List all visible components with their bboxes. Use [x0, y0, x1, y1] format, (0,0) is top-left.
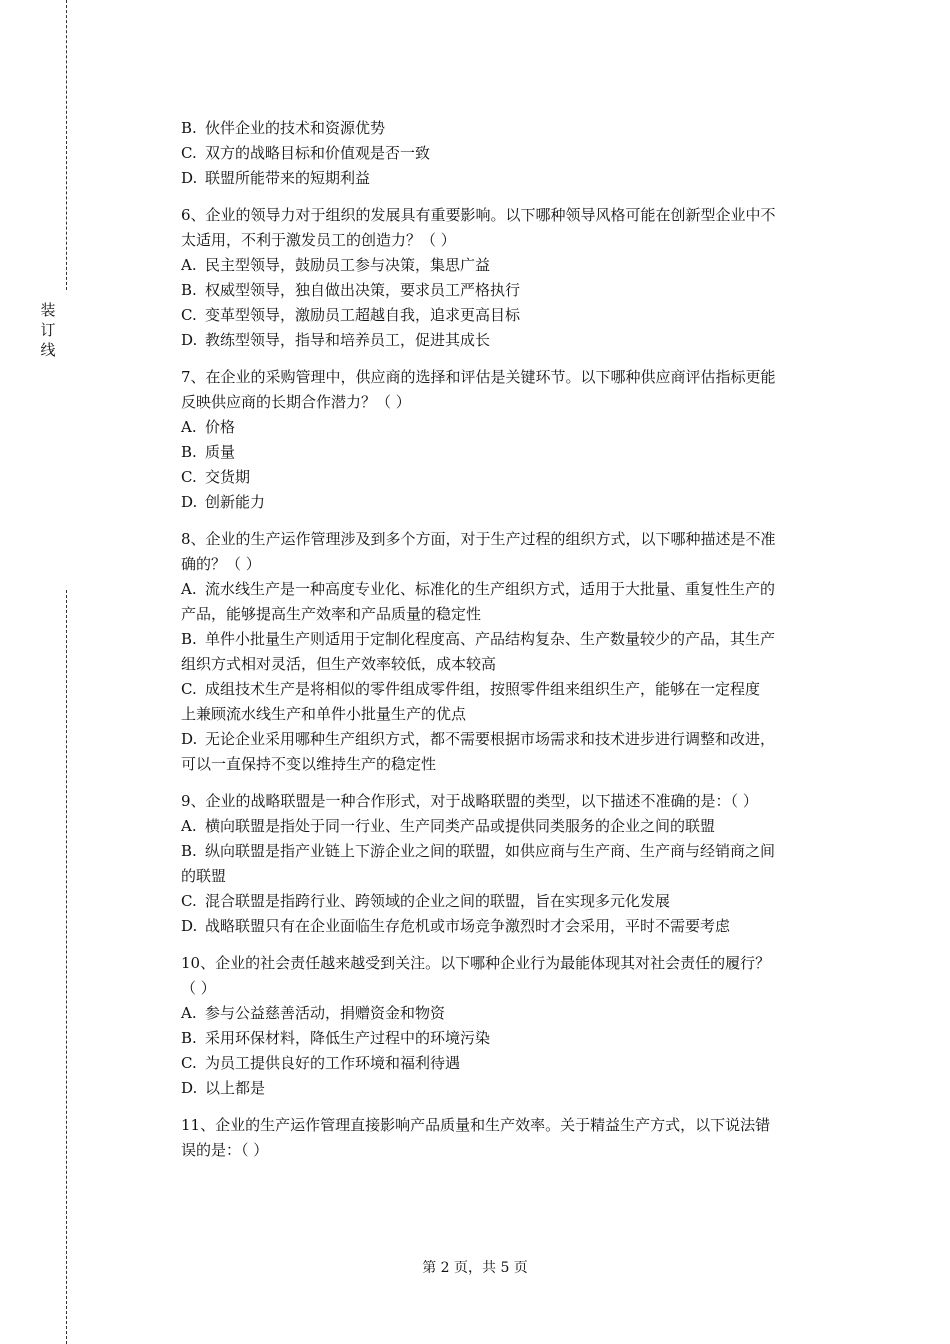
question-block	[181, 527, 841, 777]
option-letter: C.	[181, 306, 197, 324]
option-line	[181, 415, 841, 440]
option-text: 变革型领导，激励员工超越自我，追求更高目标	[205, 306, 521, 324]
question-stem-line: 8、企业的生产运作管理涉及到多个方面，对于生产过程的组织方式，以下哪种描述是不准	[181, 530, 776, 548]
option-letter: D.	[181, 1079, 198, 1097]
option-letter: D.	[181, 493, 198, 511]
option-text: 战略联盟只有在企业面临生存危机或市场竞争激烈时才会采用，平时不需要考虑	[205, 917, 731, 935]
option-letter: A.	[181, 817, 197, 835]
option-letter: B.	[181, 119, 197, 137]
option-text: 混合联盟是指跨行业、跨领域的企业之间的联盟，旨在实现多元化发展	[205, 892, 671, 910]
option-text: 产品，能够提高生产效率和产品质量的稳定性	[181, 605, 482, 623]
option-letter: B.	[181, 443, 197, 461]
option-text: 流水线生产是一种高度专业化、标准化的生产组织方式，适用于大批量、重复性生产的	[205, 580, 776, 598]
option-line	[181, 1026, 841, 1051]
carryover-options	[181, 116, 841, 191]
option-text: 质量	[205, 443, 236, 461]
option-text: 双方的战略目标和价值观是否一致	[205, 144, 431, 162]
option-line	[181, 889, 841, 914]
option-letter: C.	[181, 468, 197, 486]
page-footer: 第 2 页，共 5 页	[422, 1260, 528, 1276]
option-line	[181, 677, 841, 702]
option-text: 教练型领导，指导和培养员工，促进其成长	[205, 331, 491, 349]
option-text: 创新能力	[205, 493, 266, 511]
option-line	[181, 303, 841, 328]
question-stem-line: 11、企业的生产运作管理直接影响产品质量和生产效率。关于精益生产方式，以下说法错	[181, 1116, 771, 1134]
option-letter: B.	[181, 1029, 197, 1047]
option-line	[181, 116, 841, 141]
question-block	[181, 203, 841, 353]
option-letter: A.	[181, 418, 197, 436]
question-stem-line: 10、企业的社会责任越来越受到关注。以下哪种企业行为最能体现其对社会责任的履行？	[181, 954, 771, 972]
option-line	[181, 814, 841, 839]
option-line	[181, 1076, 841, 1101]
option-text: 价格	[205, 418, 236, 436]
option-line	[181, 1051, 841, 1076]
question-stem-line: （ ）	[181, 979, 216, 997]
question-stem-line: 确的？（ ）	[181, 555, 261, 573]
option-letter: C.	[181, 892, 197, 910]
binding-line-top	[66, 0, 67, 290]
question-stem-line: 7、在企业的采购管理中，供应商的选择和评估是关键环节。以下哪种供应商评估指标更能	[181, 368, 776, 386]
option-text: 权威型领导，独自做出决策，要求员工严格执行	[205, 281, 521, 299]
option-line	[181, 328, 841, 353]
option-letter: D.	[181, 331, 198, 349]
question-block	[181, 951, 841, 1101]
option-letter: B.	[181, 630, 197, 648]
option-text: 民主型领导，鼓励员工参与决策，集思广益	[205, 256, 491, 274]
option-letter: C.	[181, 144, 197, 162]
option-text: 采用环保材料，降低生产过程中的环境污染	[205, 1029, 491, 1047]
option-line	[181, 627, 841, 652]
option-letter: D.	[181, 169, 198, 187]
option-line	[181, 914, 841, 939]
option-line	[181, 1001, 841, 1026]
question-stem-line: 9、企业的战略联盟是一种合作形式，对于战略联盟的类型，以下描述不准确的是：（ ）	[181, 792, 758, 810]
option-letter: B.	[181, 281, 197, 299]
option-text: 纵向联盟是指产业链上下游企业之间的联盟，如供应商与生产商、生产商与经销商之间	[205, 842, 776, 860]
option-text: 无论企业采用哪种生产组织方式，都不需要根据市场需求和技术进步进行调整和改进，	[205, 730, 776, 748]
option-text: 为员工提供良好的工作环境和福利待遇	[205, 1054, 461, 1072]
option-line	[181, 278, 841, 303]
option-line	[181, 752, 841, 777]
option-line	[181, 864, 841, 889]
option-letter: D.	[181, 917, 198, 935]
option-letter: A.	[181, 580, 197, 598]
option-line	[181, 166, 841, 191]
option-line	[181, 727, 841, 752]
option-text: 单件小批量生产则适用于定制化程度高、产品结构复杂、生产数量较少的产品，其生产	[205, 630, 776, 648]
binding-label: 装订线	[40, 301, 56, 359]
question-stem-line: 太适用，不利于激发员工的创造力？（ ）	[181, 231, 456, 249]
option-line	[181, 465, 841, 490]
option-text: 可以一直保持不变以维持生产的稳定性	[181, 755, 437, 773]
option-text: 参与公益慈善活动，捐赠资金和物资	[205, 1004, 446, 1022]
option-text: 交货期	[205, 468, 251, 486]
option-text: 组织方式相对灵活，但生产效率较低，成本较高	[181, 655, 497, 673]
question-block	[181, 365, 841, 515]
option-text: 成组技术生产是将相似的零件组成零件组，按照零件组来组织生产，能够在一定程度	[205, 680, 761, 698]
option-text: 伙伴企业的技术和资源优势	[205, 119, 386, 137]
option-line	[181, 440, 841, 465]
option-letter: C.	[181, 1054, 197, 1072]
option-line	[181, 839, 841, 864]
option-letter: A.	[181, 256, 197, 274]
option-line	[181, 253, 841, 278]
option-text: 以上都是	[205, 1079, 266, 1097]
exam-content	[181, 116, 841, 1163]
option-letter: C.	[181, 680, 197, 698]
option-line	[181, 577, 841, 602]
option-letter: B.	[181, 842, 197, 860]
binding-line-bottom	[66, 590, 67, 1344]
question-block	[181, 1113, 841, 1163]
option-line	[181, 490, 841, 515]
option-text: 横向联盟是指处于同一行业、生产同类产品或提供同类服务的企业之间的联盟	[205, 817, 716, 835]
question-stem-line: 误的是：（ ）	[181, 1141, 269, 1159]
option-letter: D.	[181, 730, 198, 748]
option-line	[181, 602, 841, 627]
option-line	[181, 141, 841, 166]
option-line	[181, 702, 841, 727]
option-line	[181, 652, 841, 677]
question-stem-line: 6、企业的领导力对于组织的发展具有重要影响。以下哪种领导风格可能在创新型企业中不	[181, 206, 776, 224]
option-text: 上兼顾流水线生产和单件小批量生产的优点	[181, 705, 467, 723]
option-text: 的联盟	[181, 867, 227, 885]
option-letter: A.	[181, 1004, 197, 1022]
question-stem-line: 反映供应商的长期合作潜力？（ ）	[181, 393, 411, 411]
question-block	[181, 789, 841, 939]
option-text: 联盟所能带来的短期利益	[205, 169, 371, 187]
